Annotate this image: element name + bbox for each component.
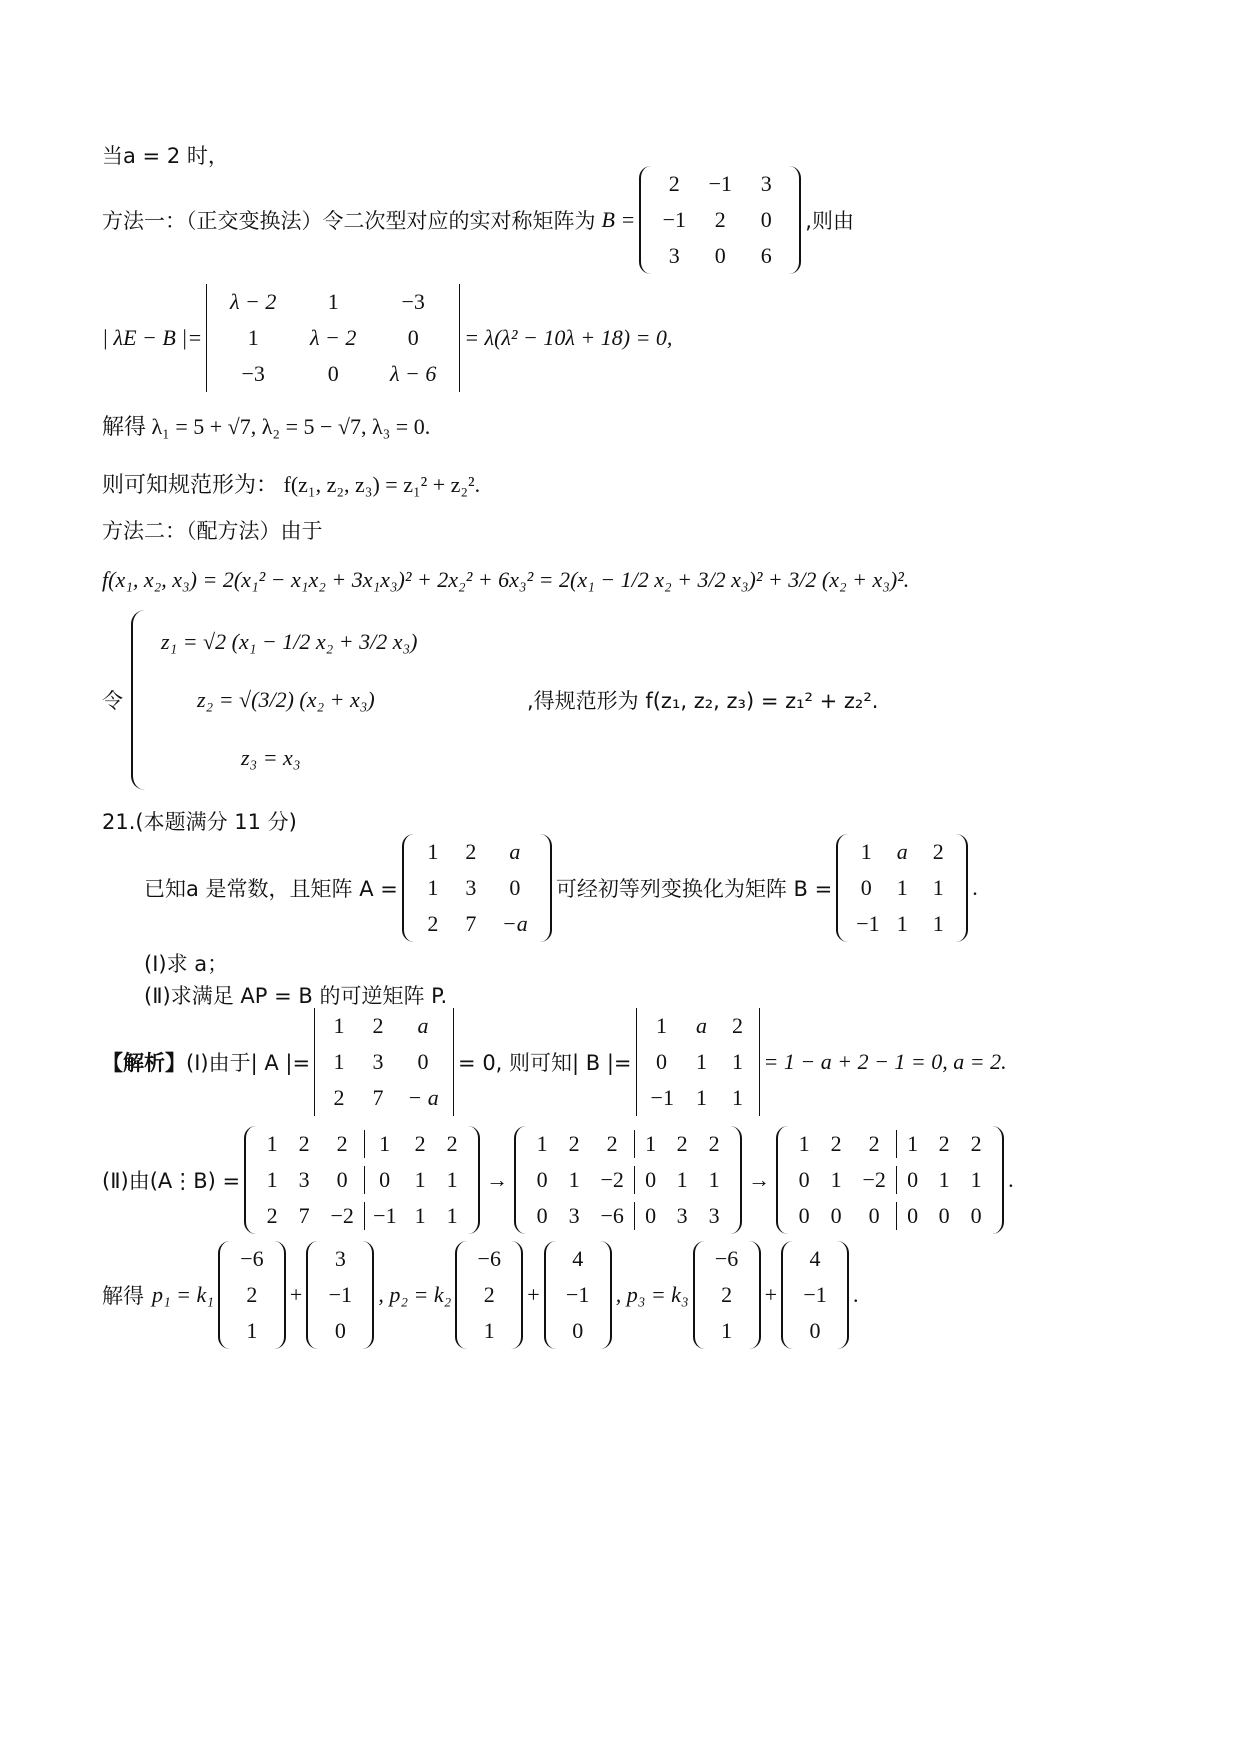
vector-common-1: −6 2 1	[218, 1241, 286, 1349]
part1-question: (Ⅰ)求 a；	[144, 952, 229, 976]
char-poly-lhs: | λE − B |=	[102, 325, 203, 350]
vector-1: 3 −1 0	[306, 1241, 374, 1349]
solution-vectors: 解得 p₁ = k₁ −6 2 1 + 3 −1 0 , p₂ = k₂ −6 2 1 + 4 −1 0 , p₃ = k₃ −6 2 1 + 4 −1 0 .	[102, 1245, 859, 1345]
canon1-text: 则可知规范形为： f(z₁, z₂, z₃) = z₁² + z₂².	[102, 472, 481, 497]
p2-label: , p₂ = k₂	[378, 1282, 452, 1307]
method2-label: 方法二：（配方法）由于	[102, 519, 323, 543]
p1-label: p₁ = k₁	[152, 1282, 214, 1307]
arrow-2: →	[748, 1167, 771, 1192]
solution-part1-a: (Ⅰ)由于| A |=	[186, 1051, 311, 1075]
substitution-z3: z₃ = x₃	[241, 745, 301, 770]
augmented-matrix-2: 1 2 2 1 2 2 0 1 −2 0 1 1 0 3 −6 0 3 3	[514, 1126, 742, 1234]
vectors-prefix: 解得	[102, 1284, 144, 1308]
char-poly-determinant: λ − 2 1 −3 1 λ − 2 0 −3 0 λ − 6	[206, 284, 460, 392]
matrix-b-name: B =	[601, 207, 636, 232]
det-a: 1 2 a 1 3 0 2 7 − a	[314, 1008, 454, 1116]
completing-line	[102, 555, 909, 605]
method1-line	[102, 170, 854, 270]
completing-text: f(x₁, x₂, x₃) = 2(x₁² − x₁x₂ + 3x₁x₃)² + 2x₂² + 6x₃² = 2(x₁ − 1/2 x₂ + 3/2 x₃)² + 3/2 (x₂ + x₃)².	[102, 567, 910, 592]
arrow-1: →	[486, 1167, 509, 1192]
vector-2: 4 −1 0	[544, 1241, 612, 1349]
solution-part1	[102, 1012, 1007, 1112]
substitution-block	[102, 610, 878, 790]
char-poly-rhs: = λ(λ² − 10λ + 18) = 0,	[464, 325, 673, 350]
solution-part1-b: = 0, 则可知| B |=	[458, 1051, 632, 1075]
eigen-text: 解得 λ₁ = 5 + √7, λ₂ = 5 − √7, λ₃ = 0.	[102, 414, 431, 439]
method1-label: 方法一：（正交变换法）令二次型对应的实对称矩阵为	[102, 209, 596, 233]
matrix-a: 1 2 a 1 3 0 2 7 −a	[402, 834, 552, 942]
method2-line	[102, 515, 323, 545]
solution-tag: 【解析】	[102, 1051, 186, 1075]
vector-3: 4 −1 0	[781, 1241, 849, 1349]
substitution-prefix: 令	[102, 689, 123, 713]
intro-line	[102, 140, 229, 170]
method1-suffix: ,则由	[805, 209, 854, 233]
left-brace	[131, 610, 147, 790]
solution-part2: (Ⅱ)由(A⋮B) = 1 2 2 1 2 2 1 3 0 0 1 1 2 7 −2 −1 1 1 → 1 2 2 1 2 2 0 1 −2 0 1 1 0 3 −6 0 3 3 → 1 2 2 1 2 2 0 1 −2 0 1 1 0 0 0 0 0 0 .	[102, 1130, 1014, 1230]
part2-question: (Ⅱ)求满足 AP = B 的可逆矩阵 P.	[144, 984, 448, 1008]
matrix-b-21: 1 a 2 0 1 1 −1 1 1	[836, 834, 968, 942]
problem21-heading: 21.(本题满分 11 分)	[102, 810, 297, 834]
matrix-b: 2 −1 3 −1 2 0 3 0 6	[639, 166, 801, 274]
eigen-line	[102, 410, 430, 441]
canon1-line	[102, 468, 480, 499]
solution-part1-c: = 1 − a + 2 − 1 = 0, a = 2.	[763, 1049, 1007, 1074]
augmented-matrix-3: 1 2 2 1 2 2 0 1 −2 0 1 1 0 0 0 0 0 0	[776, 1126, 1004, 1234]
det-b: 1 a 2 0 1 1 −1 1 1	[636, 1008, 760, 1116]
p3-label: , p₃ = k₃	[615, 1282, 689, 1307]
statement-a: 已知a 是常数，且矩阵 A =	[144, 877, 398, 901]
intro-text: 当a = 2 时，	[102, 144, 229, 168]
substitution-z1: z₁ = √2 (x₁ − 1/2 x₂ + 3/2 x₃)	[161, 629, 418, 654]
solution-part2-prefix: (Ⅱ)由(A⋮B) =	[102, 1169, 241, 1193]
vector-common-2: −6 2 1	[455, 1241, 523, 1349]
substitution-result: ,得规范形为 f(z₁, z₂, z₃) = z₁² + z₂².	[527, 689, 879, 713]
augmented-matrix-1: 1 2 2 1 2 2 1 3 0 0 1 1 2 7 −2 −1 1 1	[244, 1126, 480, 1234]
problem21-statement: 已知a 是常数，且矩阵 A = 1 2 a 1 3 0 2 7 −a 可经初等列变换化为矩阵 B = 1 a 2 0 1 1 −1 1 1 .	[144, 838, 978, 938]
statement-b: 可经初等列变换化为矩阵 B =	[555, 877, 833, 901]
vector-common-3: −6 2 1	[693, 1241, 761, 1349]
substitution-z2: z₂ = √(3/2) (x₂ + x₃)	[197, 687, 375, 712]
char-poly-line	[102, 288, 672, 388]
